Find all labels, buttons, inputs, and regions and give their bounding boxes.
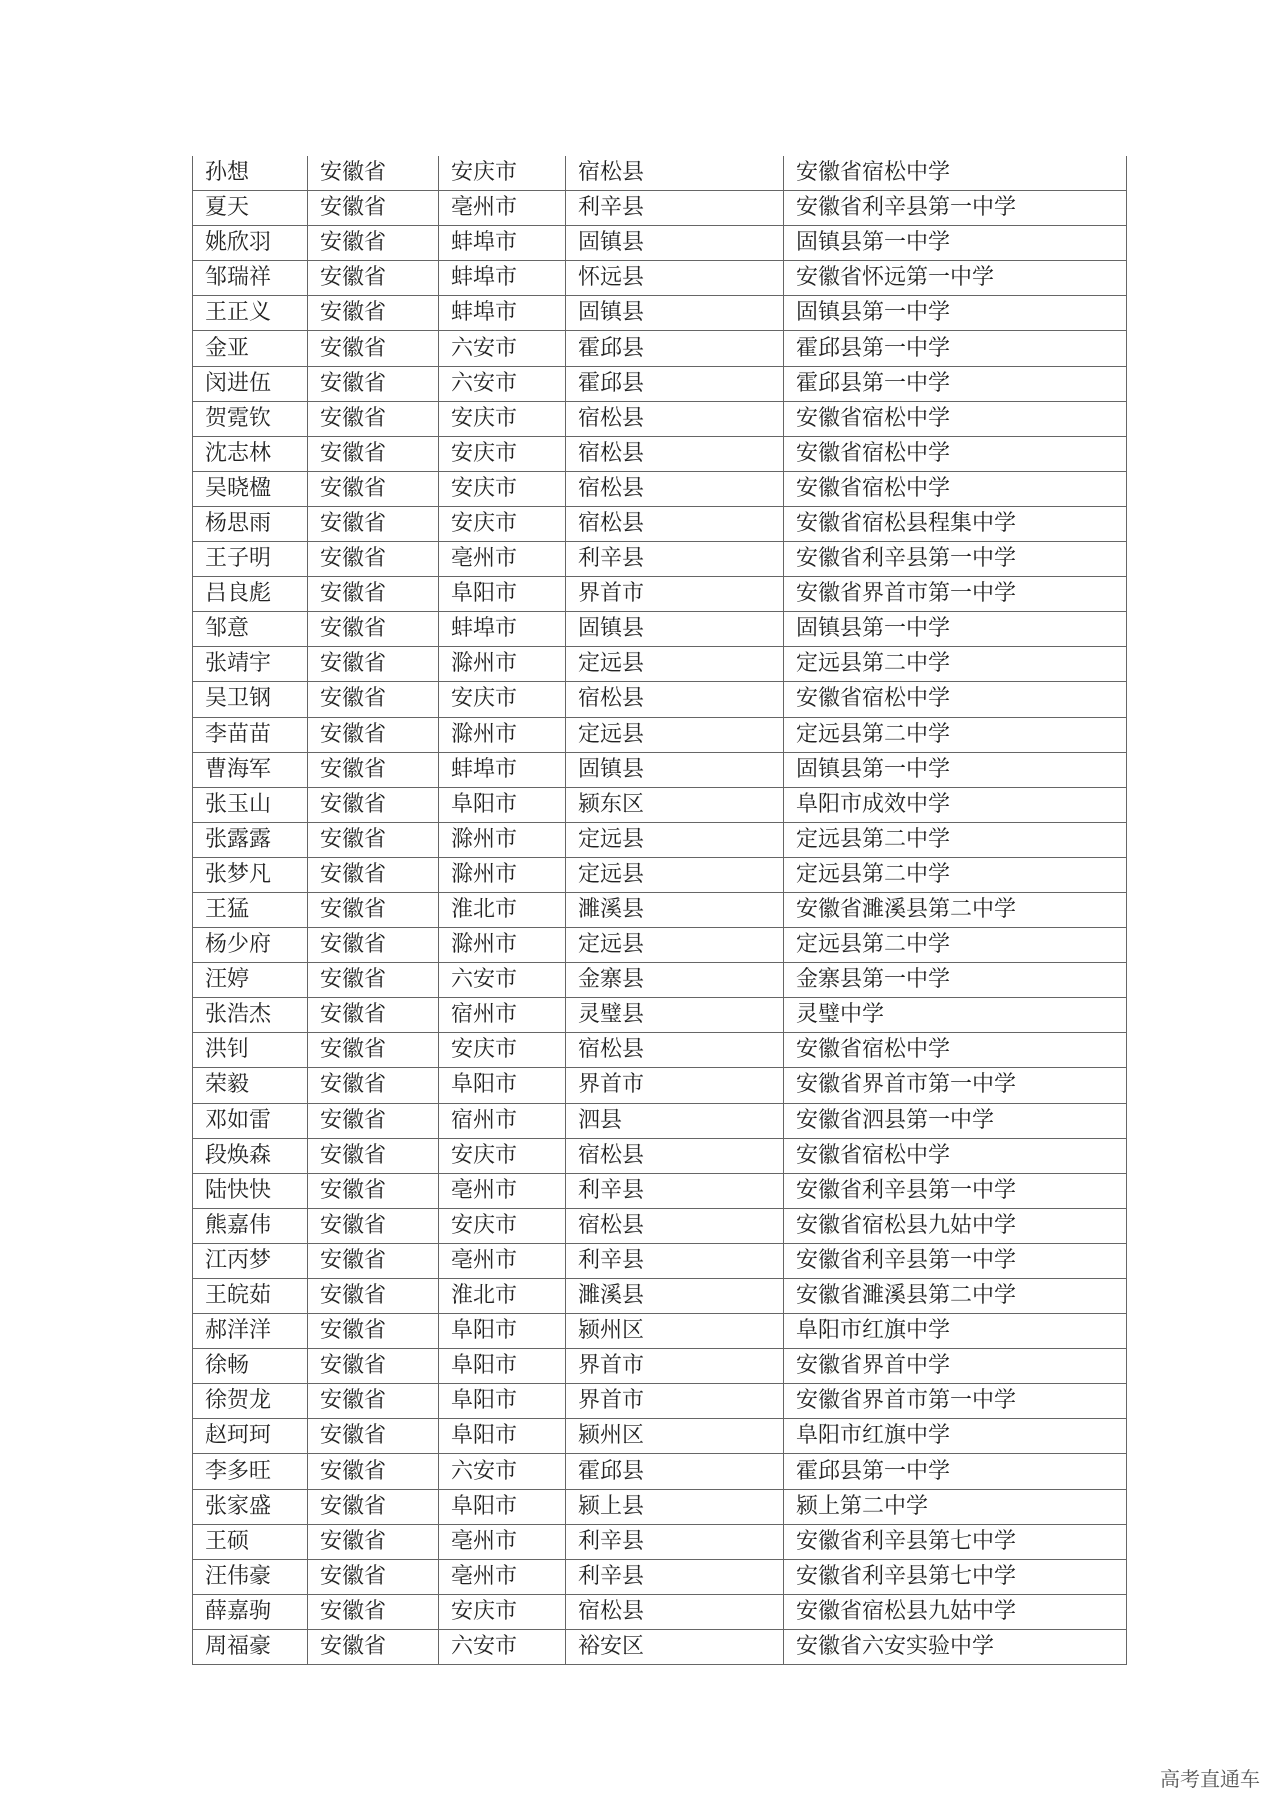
province-cell: 安徽省 bbox=[308, 822, 439, 857]
table-row bbox=[193, 156, 1127, 191]
county-cell: 怀远县 bbox=[566, 261, 784, 296]
county-cell: 濉溪县 bbox=[566, 1279, 784, 1314]
student-name-cell: 荣毅 bbox=[193, 1068, 308, 1103]
city-cell: 滁州市 bbox=[439, 822, 566, 857]
school-cell: 安徽省界首市第一中学 bbox=[784, 1384, 1127, 1419]
table-row bbox=[193, 577, 1127, 612]
city-cell: 六安市 bbox=[439, 1629, 566, 1664]
school-cell: 定远县第二中学 bbox=[784, 822, 1127, 857]
city-cell: 六安市 bbox=[439, 1454, 566, 1489]
school-cell: 安徽省濉溪县第二中学 bbox=[784, 892, 1127, 927]
county-cell: 定远县 bbox=[566, 822, 784, 857]
county-cell: 泗县 bbox=[566, 1103, 784, 1138]
county-cell: 利辛县 bbox=[566, 1559, 784, 1594]
school-cell: 阜阳市红旗中学 bbox=[784, 1419, 1127, 1454]
province-cell: 安徽省 bbox=[308, 577, 439, 612]
province-cell: 安徽省 bbox=[308, 892, 439, 927]
student-name-cell: 熊嘉伟 bbox=[193, 1208, 308, 1243]
school-cell: 固镇县第一中学 bbox=[784, 752, 1127, 787]
school-cell: 安徽省宿松中学 bbox=[784, 1033, 1127, 1068]
table-row bbox=[193, 1489, 1127, 1524]
student-name-cell: 吴卫钢 bbox=[193, 682, 308, 717]
province-cell: 安徽省 bbox=[308, 1173, 439, 1208]
student-name-cell: 薛嘉驹 bbox=[193, 1594, 308, 1629]
province-cell: 安徽省 bbox=[308, 191, 439, 226]
school-cell: 固镇县第一中学 bbox=[784, 226, 1127, 261]
province-cell: 安徽省 bbox=[308, 296, 439, 331]
city-cell: 淮北市 bbox=[439, 892, 566, 927]
province-cell: 安徽省 bbox=[308, 998, 439, 1033]
table-row bbox=[193, 822, 1127, 857]
student-name-cell: 洪钊 bbox=[193, 1033, 308, 1068]
county-cell: 固镇县 bbox=[566, 226, 784, 261]
school-cell: 定远县第二中学 bbox=[784, 717, 1127, 752]
city-cell: 安庆市 bbox=[439, 401, 566, 436]
city-cell: 阜阳市 bbox=[439, 1384, 566, 1419]
student-name-cell: 周福豪 bbox=[193, 1629, 308, 1664]
city-cell: 阜阳市 bbox=[439, 1489, 566, 1524]
county-cell: 定远县 bbox=[566, 857, 784, 892]
school-cell: 安徽省界首中学 bbox=[784, 1349, 1127, 1384]
county-cell: 灵璧县 bbox=[566, 998, 784, 1033]
student-name-cell: 孙想 bbox=[193, 156, 308, 191]
province-cell: 安徽省 bbox=[308, 963, 439, 998]
table-row bbox=[193, 1314, 1127, 1349]
table-row bbox=[193, 366, 1127, 401]
table-row bbox=[193, 1173, 1127, 1208]
province-cell: 安徽省 bbox=[308, 1033, 439, 1068]
province-cell: 安徽省 bbox=[308, 1559, 439, 1594]
county-cell: 界首市 bbox=[566, 1068, 784, 1103]
county-cell: 裕安区 bbox=[566, 1629, 784, 1664]
table-row bbox=[193, 1594, 1127, 1629]
table-row bbox=[193, 191, 1127, 226]
table-row bbox=[193, 1243, 1127, 1278]
table-row bbox=[193, 471, 1127, 506]
table-row bbox=[193, 1138, 1127, 1173]
student-name-cell: 王正义 bbox=[193, 296, 308, 331]
student-name-cell: 贺霓钦 bbox=[193, 401, 308, 436]
province-cell: 安徽省 bbox=[308, 331, 439, 366]
city-cell: 蚌埠市 bbox=[439, 612, 566, 647]
school-cell: 安徽省宿松县九姑中学 bbox=[784, 1594, 1127, 1629]
school-cell: 固镇县第一中学 bbox=[784, 612, 1127, 647]
student-name-cell: 张露露 bbox=[193, 822, 308, 857]
student-roster-table bbox=[192, 156, 1127, 1665]
table-row bbox=[193, 401, 1127, 436]
school-cell: 定远县第二中学 bbox=[784, 928, 1127, 963]
table-row bbox=[193, 1454, 1127, 1489]
city-cell: 蚌埠市 bbox=[439, 296, 566, 331]
city-cell: 安庆市 bbox=[439, 1594, 566, 1629]
county-cell: 宿松县 bbox=[566, 1594, 784, 1629]
student-name-cell: 闵进伍 bbox=[193, 366, 308, 401]
city-cell: 滁州市 bbox=[439, 857, 566, 892]
city-cell: 亳州市 bbox=[439, 542, 566, 577]
school-cell: 固镇县第一中学 bbox=[784, 296, 1127, 331]
county-cell: 利辛县 bbox=[566, 191, 784, 226]
school-cell: 霍邱县第一中学 bbox=[784, 366, 1127, 401]
table-row bbox=[193, 928, 1127, 963]
school-cell: 安徽省怀远第一中学 bbox=[784, 261, 1127, 296]
table-row bbox=[193, 963, 1127, 998]
county-cell: 界首市 bbox=[566, 1349, 784, 1384]
student-name-cell: 赵珂珂 bbox=[193, 1419, 308, 1454]
province-cell: 安徽省 bbox=[308, 1629, 439, 1664]
province-cell: 安徽省 bbox=[308, 1243, 439, 1278]
city-cell: 淮北市 bbox=[439, 1279, 566, 1314]
school-cell: 安徽省界首市第一中学 bbox=[784, 1068, 1127, 1103]
county-cell: 利辛县 bbox=[566, 1173, 784, 1208]
school-cell: 阜阳市红旗中学 bbox=[784, 1314, 1127, 1349]
table-row bbox=[193, 1033, 1127, 1068]
city-cell: 亳州市 bbox=[439, 1559, 566, 1594]
province-cell: 安徽省 bbox=[308, 401, 439, 436]
city-cell: 滁州市 bbox=[439, 717, 566, 752]
county-cell: 颍州区 bbox=[566, 1314, 784, 1349]
city-cell: 安庆市 bbox=[439, 156, 566, 191]
city-cell: 安庆市 bbox=[439, 471, 566, 506]
city-cell: 安庆市 bbox=[439, 1208, 566, 1243]
student-name-cell: 汪伟豪 bbox=[193, 1559, 308, 1594]
table-row bbox=[193, 752, 1127, 787]
province-cell: 安徽省 bbox=[308, 1208, 439, 1243]
city-cell: 亳州市 bbox=[439, 1524, 566, 1559]
student-name-cell: 沈志林 bbox=[193, 436, 308, 471]
table-row bbox=[193, 1419, 1127, 1454]
school-cell: 安徽省宿松中学 bbox=[784, 1138, 1127, 1173]
school-cell: 安徽省宿松中学 bbox=[784, 401, 1127, 436]
province-cell: 安徽省 bbox=[308, 261, 439, 296]
county-cell: 宿松县 bbox=[566, 682, 784, 717]
county-cell: 利辛县 bbox=[566, 1243, 784, 1278]
table-row bbox=[193, 682, 1127, 717]
student-name-cell: 陆快快 bbox=[193, 1173, 308, 1208]
county-cell: 宿松县 bbox=[566, 436, 784, 471]
school-cell: 霍邱县第一中学 bbox=[784, 331, 1127, 366]
table-row bbox=[193, 998, 1127, 1033]
school-cell: 安徽省六安实验中学 bbox=[784, 1629, 1127, 1664]
table-row bbox=[193, 612, 1127, 647]
student-name-cell: 吕良彪 bbox=[193, 577, 308, 612]
province-cell: 安徽省 bbox=[308, 928, 439, 963]
county-cell: 利辛县 bbox=[566, 1524, 784, 1559]
county-cell: 颍东区 bbox=[566, 787, 784, 822]
student-name-cell: 张玉山 bbox=[193, 787, 308, 822]
table-row bbox=[193, 717, 1127, 752]
city-cell: 宿州市 bbox=[439, 998, 566, 1033]
student-name-cell: 姚欣羽 bbox=[193, 226, 308, 261]
school-cell: 安徽省濉溪县第二中学 bbox=[784, 1279, 1127, 1314]
county-cell: 颍州区 bbox=[566, 1419, 784, 1454]
city-cell: 六安市 bbox=[439, 366, 566, 401]
province-cell: 安徽省 bbox=[308, 857, 439, 892]
roster-body bbox=[193, 156, 1127, 1665]
province-cell: 安徽省 bbox=[308, 612, 439, 647]
city-cell: 滁州市 bbox=[439, 647, 566, 682]
student-name-cell: 邹意 bbox=[193, 612, 308, 647]
student-name-cell: 曹海军 bbox=[193, 752, 308, 787]
student-name-cell: 邹瑞祥 bbox=[193, 261, 308, 296]
city-cell: 蚌埠市 bbox=[439, 261, 566, 296]
county-cell: 利辛县 bbox=[566, 542, 784, 577]
table-row bbox=[193, 1349, 1127, 1384]
table-row bbox=[193, 892, 1127, 927]
table-row bbox=[193, 506, 1127, 541]
county-cell: 霍邱县 bbox=[566, 331, 784, 366]
student-name-cell: 杨少府 bbox=[193, 928, 308, 963]
student-name-cell: 段焕森 bbox=[193, 1138, 308, 1173]
province-cell: 安徽省 bbox=[308, 1138, 439, 1173]
table-row bbox=[193, 787, 1127, 822]
student-name-cell: 徐畅 bbox=[193, 1349, 308, 1384]
table-row bbox=[193, 331, 1127, 366]
county-cell: 宿松县 bbox=[566, 156, 784, 191]
city-cell: 安庆市 bbox=[439, 506, 566, 541]
student-name-cell: 夏天 bbox=[193, 191, 308, 226]
school-cell: 安徽省利辛县第一中学 bbox=[784, 191, 1127, 226]
county-cell: 宿松县 bbox=[566, 1138, 784, 1173]
county-cell: 颍上县 bbox=[566, 1489, 784, 1524]
province-cell: 安徽省 bbox=[308, 787, 439, 822]
student-name-cell: 王猛 bbox=[193, 892, 308, 927]
province-cell: 安徽省 bbox=[308, 1314, 439, 1349]
province-cell: 安徽省 bbox=[308, 156, 439, 191]
table-row bbox=[193, 226, 1127, 261]
county-cell: 界首市 bbox=[566, 577, 784, 612]
county-cell: 宿松县 bbox=[566, 471, 784, 506]
student-name-cell: 李多旺 bbox=[193, 1454, 308, 1489]
school-cell: 安徽省界首市第一中学 bbox=[784, 577, 1127, 612]
province-cell: 安徽省 bbox=[308, 717, 439, 752]
province-cell: 安徽省 bbox=[308, 1594, 439, 1629]
school-cell: 霍邱县第一中学 bbox=[784, 1454, 1127, 1489]
county-cell: 霍邱县 bbox=[566, 1454, 784, 1489]
table-row bbox=[193, 1279, 1127, 1314]
county-cell: 定远县 bbox=[566, 928, 784, 963]
city-cell: 亳州市 bbox=[439, 1173, 566, 1208]
province-cell: 安徽省 bbox=[308, 471, 439, 506]
student-name-cell: 郝洋洋 bbox=[193, 1314, 308, 1349]
province-cell: 安徽省 bbox=[308, 1524, 439, 1559]
student-name-cell: 张家盛 bbox=[193, 1489, 308, 1524]
county-cell: 濉溪县 bbox=[566, 892, 784, 927]
city-cell: 蚌埠市 bbox=[439, 226, 566, 261]
table-row bbox=[193, 1559, 1127, 1594]
student-name-cell: 王硕 bbox=[193, 1524, 308, 1559]
county-cell: 宿松县 bbox=[566, 401, 784, 436]
table-row bbox=[193, 261, 1127, 296]
city-cell: 阜阳市 bbox=[439, 1068, 566, 1103]
table-row bbox=[193, 1524, 1127, 1559]
county-cell: 宿松县 bbox=[566, 506, 784, 541]
school-cell: 安徽省利辛县第一中学 bbox=[784, 542, 1127, 577]
city-cell: 阜阳市 bbox=[439, 1419, 566, 1454]
province-cell: 安徽省 bbox=[308, 647, 439, 682]
table-row bbox=[193, 1384, 1127, 1419]
school-cell: 灵璧中学 bbox=[784, 998, 1127, 1033]
city-cell: 阜阳市 bbox=[439, 577, 566, 612]
school-cell: 安徽省宿松中学 bbox=[784, 682, 1127, 717]
school-cell: 安徽省利辛县第一中学 bbox=[784, 1173, 1127, 1208]
student-name-cell: 吴晓楹 bbox=[193, 471, 308, 506]
province-cell: 安徽省 bbox=[308, 682, 439, 717]
city-cell: 阜阳市 bbox=[439, 1314, 566, 1349]
county-cell: 定远县 bbox=[566, 647, 784, 682]
city-cell: 阜阳市 bbox=[439, 1349, 566, 1384]
table-row bbox=[193, 436, 1127, 471]
school-cell: 安徽省宿松中学 bbox=[784, 156, 1127, 191]
table-row bbox=[193, 1103, 1127, 1138]
province-cell: 安徽省 bbox=[308, 1103, 439, 1138]
school-cell: 金寨县第一中学 bbox=[784, 963, 1127, 998]
table-row bbox=[193, 857, 1127, 892]
county-cell: 固镇县 bbox=[566, 612, 784, 647]
city-cell: 六安市 bbox=[439, 963, 566, 998]
city-cell: 宿州市 bbox=[439, 1103, 566, 1138]
school-cell: 颍上第二中学 bbox=[784, 1489, 1127, 1524]
school-cell: 安徽省宿松中学 bbox=[784, 471, 1127, 506]
county-cell: 金寨县 bbox=[566, 963, 784, 998]
student-name-cell: 徐贺龙 bbox=[193, 1384, 308, 1419]
county-cell: 固镇县 bbox=[566, 752, 784, 787]
school-cell: 安徽省利辛县第七中学 bbox=[784, 1559, 1127, 1594]
county-cell: 定远县 bbox=[566, 717, 784, 752]
school-cell: 阜阳市成效中学 bbox=[784, 787, 1127, 822]
province-cell: 安徽省 bbox=[308, 226, 439, 261]
city-cell: 亳州市 bbox=[439, 1243, 566, 1278]
school-cell: 定远县第二中学 bbox=[784, 857, 1127, 892]
student-name-cell: 王子明 bbox=[193, 542, 308, 577]
student-name-cell: 杨思雨 bbox=[193, 506, 308, 541]
province-cell: 安徽省 bbox=[308, 542, 439, 577]
student-name-cell: 金亚 bbox=[193, 331, 308, 366]
county-cell: 宿松县 bbox=[566, 1033, 784, 1068]
school-cell: 安徽省泗县第一中学 bbox=[784, 1103, 1127, 1138]
table-row bbox=[193, 1208, 1127, 1243]
province-cell: 安徽省 bbox=[308, 1419, 439, 1454]
city-cell: 亳州市 bbox=[439, 191, 566, 226]
county-cell: 霍邱县 bbox=[566, 366, 784, 401]
table-row bbox=[193, 542, 1127, 577]
province-cell: 安徽省 bbox=[308, 1489, 439, 1524]
school-cell: 安徽省宿松中学 bbox=[784, 436, 1127, 471]
school-cell: 安徽省利辛县第一中学 bbox=[784, 1243, 1127, 1278]
county-cell: 宿松县 bbox=[566, 1208, 784, 1243]
watermark-text: 高考直通车 bbox=[1160, 1767, 1260, 1791]
student-name-cell: 邓如雷 bbox=[193, 1103, 308, 1138]
table-row bbox=[193, 296, 1127, 331]
student-name-cell: 汪婷 bbox=[193, 963, 308, 998]
province-cell: 安徽省 bbox=[308, 752, 439, 787]
province-cell: 安徽省 bbox=[308, 1279, 439, 1314]
province-cell: 安徽省 bbox=[308, 1454, 439, 1489]
city-cell: 六安市 bbox=[439, 331, 566, 366]
province-cell: 安徽省 bbox=[308, 506, 439, 541]
city-cell: 安庆市 bbox=[439, 1033, 566, 1068]
province-cell: 安徽省 bbox=[308, 1068, 439, 1103]
table-row bbox=[193, 647, 1127, 682]
student-name-cell: 王皖茹 bbox=[193, 1279, 308, 1314]
school-cell: 安徽省利辛县第七中学 bbox=[784, 1524, 1127, 1559]
student-name-cell: 张梦凡 bbox=[193, 857, 308, 892]
province-cell: 安徽省 bbox=[308, 1349, 439, 1384]
city-cell: 安庆市 bbox=[439, 1138, 566, 1173]
province-cell: 安徽省 bbox=[308, 436, 439, 471]
student-name-cell: 李苗苗 bbox=[193, 717, 308, 752]
province-cell: 安徽省 bbox=[308, 366, 439, 401]
city-cell: 阜阳市 bbox=[439, 787, 566, 822]
school-cell: 定远县第二中学 bbox=[784, 647, 1127, 682]
city-cell: 安庆市 bbox=[439, 682, 566, 717]
table-row bbox=[193, 1629, 1127, 1664]
school-cell: 安徽省宿松县程集中学 bbox=[784, 506, 1127, 541]
city-cell: 滁州市 bbox=[439, 928, 566, 963]
student-name-cell: 张靖宇 bbox=[193, 647, 308, 682]
school-cell: 安徽省宿松县九姑中学 bbox=[784, 1208, 1127, 1243]
table-row bbox=[193, 1068, 1127, 1103]
county-cell: 界首市 bbox=[566, 1384, 784, 1419]
province-cell: 安徽省 bbox=[308, 1384, 439, 1419]
city-cell: 蚌埠市 bbox=[439, 752, 566, 787]
student-name-cell: 江丙梦 bbox=[193, 1243, 308, 1278]
student-name-cell: 张浩杰 bbox=[193, 998, 308, 1033]
county-cell: 固镇县 bbox=[566, 296, 784, 331]
city-cell: 安庆市 bbox=[439, 436, 566, 471]
